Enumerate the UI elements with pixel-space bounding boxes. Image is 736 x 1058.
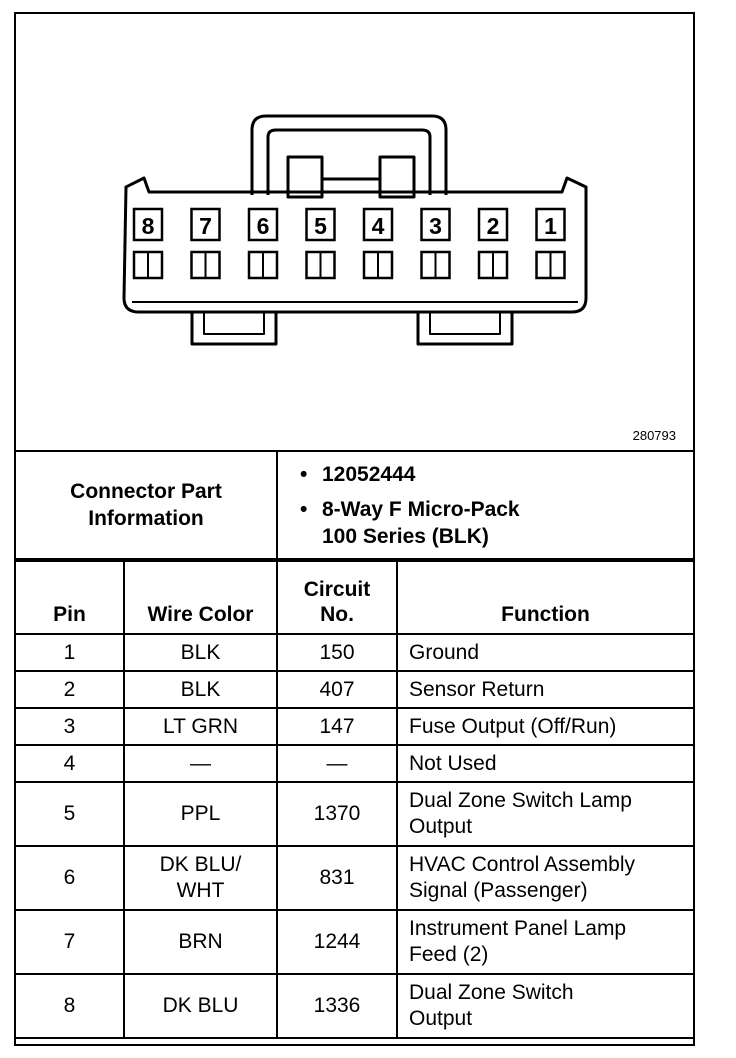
part-number-item: • 12052444 <box>300 462 416 486</box>
wire-color: PPL <box>124 782 277 846</box>
pin-cavity-5 <box>307 209 335 278</box>
circuit-number: 1336 <box>277 974 397 1038</box>
description-line2: 100 Series (BLK) <box>322 524 489 548</box>
connector-body-outline <box>124 178 586 312</box>
pin-label: 6 <box>256 213 270 239</box>
pin-label: 8 <box>141 213 155 239</box>
pin-row <box>15 974 694 1038</box>
pin-function: HVAC Control Assembly Signal (Passenger) <box>397 846 694 910</box>
pin-function: Instrument Panel Lamp Feed (2) <box>397 910 694 974</box>
pin-number: 7 <box>15 910 124 974</box>
pin-number: 6 <box>15 846 124 910</box>
latch-outline <box>252 116 446 195</box>
pin-label: 3 <box>429 213 442 239</box>
connector-description-item: • 8-Way F Micro-Pack <box>300 497 520 521</box>
pin-cavity-2 <box>479 209 507 278</box>
wire-color: — <box>124 745 277 782</box>
circuit-number: 147 <box>277 708 397 745</box>
pin-function: Dual Zone Switch Lamp Output <box>397 782 694 846</box>
wire-color: BLK <box>124 634 277 671</box>
header-pin: Pin <box>15 561 124 634</box>
pin-label: 4 <box>371 213 385 239</box>
pin-label: 1 <box>544 213 557 239</box>
pin-row <box>15 745 694 782</box>
wire-color: BLK <box>124 671 277 708</box>
pin-number: 5 <box>15 782 124 846</box>
circuit-number: — <box>277 745 397 782</box>
pin-function: Dual Zone Switch Output <box>397 974 694 1038</box>
pin-function: Sensor Return <box>397 671 694 708</box>
foot-right <box>418 312 512 344</box>
pin-cavity-4 <box>364 209 392 278</box>
description-line1: 8-Way F Micro-Pack <box>322 497 520 521</box>
wire-color: DK BLU/ WHT <box>124 846 277 910</box>
connector-diagram <box>14 12 695 450</box>
pin-number: 1 <box>15 634 124 671</box>
circuit-number: 150 <box>277 634 397 671</box>
circuit-number: 1244 <box>277 910 397 974</box>
circuit-number: 407 <box>277 671 397 708</box>
header-wire-color: Wire Color <box>124 561 277 634</box>
circuit-number: 831 <box>277 846 397 910</box>
pinout-header-row <box>15 561 694 634</box>
pin-label: 5 <box>314 213 327 239</box>
pin-label: 2 <box>486 213 500 239</box>
pin-cavity-6 <box>249 209 277 278</box>
pinout-table <box>14 560 695 1039</box>
figure-id: 280793 <box>632 428 676 443</box>
pin-function: Not Used <box>397 745 694 782</box>
pin-number: 8 <box>15 974 124 1038</box>
pin-row <box>15 910 694 974</box>
wire-color: BRN <box>124 910 277 974</box>
circuit-number: 1370 <box>277 782 397 846</box>
header-circuit: Circuit No. <box>277 561 397 634</box>
pin-row <box>15 634 694 671</box>
pin-function: Fuse Output (Off/Run) <box>397 708 694 745</box>
connector-part-info <box>14 450 695 560</box>
pin-row <box>15 708 694 745</box>
pin-row <box>15 782 694 846</box>
pin-function: Ground <box>397 634 694 671</box>
pin-cavity-8 <box>134 209 162 278</box>
pin-cavity-7 <box>192 209 220 278</box>
pin-label: 7 <box>199 213 212 239</box>
header-function: Function <box>397 561 694 634</box>
pin-row <box>15 671 694 708</box>
wire-color: LT GRN <box>124 708 277 745</box>
pin-number: 3 <box>15 708 124 745</box>
pin-number: 2 <box>15 671 124 708</box>
wire-color: DK BLU <box>124 974 277 1038</box>
pin-cavity-3 <box>422 209 450 278</box>
part-number: 12052444 <box>322 462 416 486</box>
connector-part-label: Connector Part Information <box>15 451 277 559</box>
pin-cavity-1 <box>537 209 565 278</box>
pin-number: 4 <box>15 745 124 782</box>
connector-part-details <box>277 451 694 559</box>
pin-row <box>15 846 694 910</box>
